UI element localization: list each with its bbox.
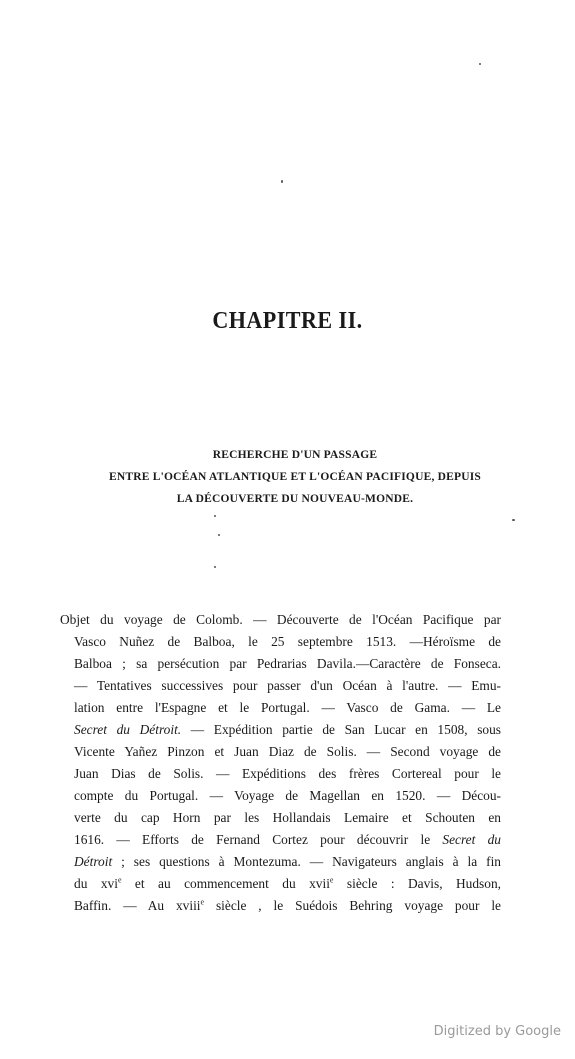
heading-line-3: LA DÉCOUVERTE DU NOUVEAU-MONDE. <box>176 493 414 505</box>
summary-line: Balboa ; sa persécution par Pedrarias Davila.—Caractère de Fonseca. <box>74 656 501 671</box>
summary-line: Vasco Nuñez de Balboa, le 25 septembre 1513. —Héroïsme de <box>74 634 501 649</box>
ink-speck <box>218 534 220 536</box>
summary-line: compte du Portugal. — Voyage de Magellan en 1520. — Décou- <box>74 788 501 803</box>
summary-text: — Expédition partie de San Lucar en 1508, sous <box>181 722 502 737</box>
summary-italic: Secret du Détroit. <box>74 722 182 737</box>
superscript: e <box>117 875 122 885</box>
summary-text: ; ses questions à Montezuma. — Navigateurs anglais à la fin <box>112 854 501 869</box>
ink-speck <box>479 63 481 65</box>
summary-line: Vicente Yañez Pinzon et Juan Diaz de Solis. — Second voyage de <box>74 744 501 759</box>
summary-line <box>60 829 501 851</box>
superscript: e <box>200 897 205 907</box>
summary-line <box>60 719 501 741</box>
summary-text: et au commencement du xvii <box>121 876 330 891</box>
heading-line-2: ENTRE L'OCÉAN ATLANTIQUE ET L'OCÉAN PACIFIQUE, DEPUIS <box>109 471 481 483</box>
ink-speck <box>512 519 515 521</box>
summary-line: lation entre l'Espagne et le Portugal. — Vasco de Gama. — Le <box>74 700 501 715</box>
chapter-summary <box>60 609 501 917</box>
summary-italic: Secret du <box>442 832 501 847</box>
chapter-title: CHAPITRE II. <box>212 308 363 334</box>
summary-italic: Détroit <box>74 854 113 869</box>
summary-line <box>60 895 501 917</box>
summary-text: Baffin. — Au xviii <box>74 898 201 913</box>
chapter-heading <box>60 444 530 510</box>
digitized-watermark: Digitized by Google <box>433 1024 561 1039</box>
superscript: e <box>329 875 334 885</box>
summary-text: du xvi <box>74 876 118 891</box>
ink-speck <box>281 180 283 183</box>
summary-text: siècle , le Suédois Behring voyage pour le <box>204 898 501 913</box>
heading-line-1: RECHERCHE D'UN PASSAGE <box>212 449 378 461</box>
summary-text: 1616. — Efforts de Fernand Cortez pour découvrir le <box>74 832 443 847</box>
summary-line: Objet du voyage de Colomb. — Découverte de l'Océan Pacifique par <box>60 612 501 627</box>
summary-line: — Tentatives successives pour passer d'un Océan à l'autre. — Emu- <box>74 678 501 693</box>
summary-line <box>60 873 501 895</box>
ink-speck <box>214 515 216 517</box>
ink-speck <box>214 566 216 568</box>
summary-text: siècle : Davis, Hudson, <box>333 876 501 891</box>
summary-line: Juan Dias de Solis. — Expéditions des frères Cortereal pour le <box>74 766 501 781</box>
summary-line <box>60 851 501 873</box>
summary-line: verte du cap Horn par les Hollandais Lemaire et Schouten en <box>74 810 501 825</box>
